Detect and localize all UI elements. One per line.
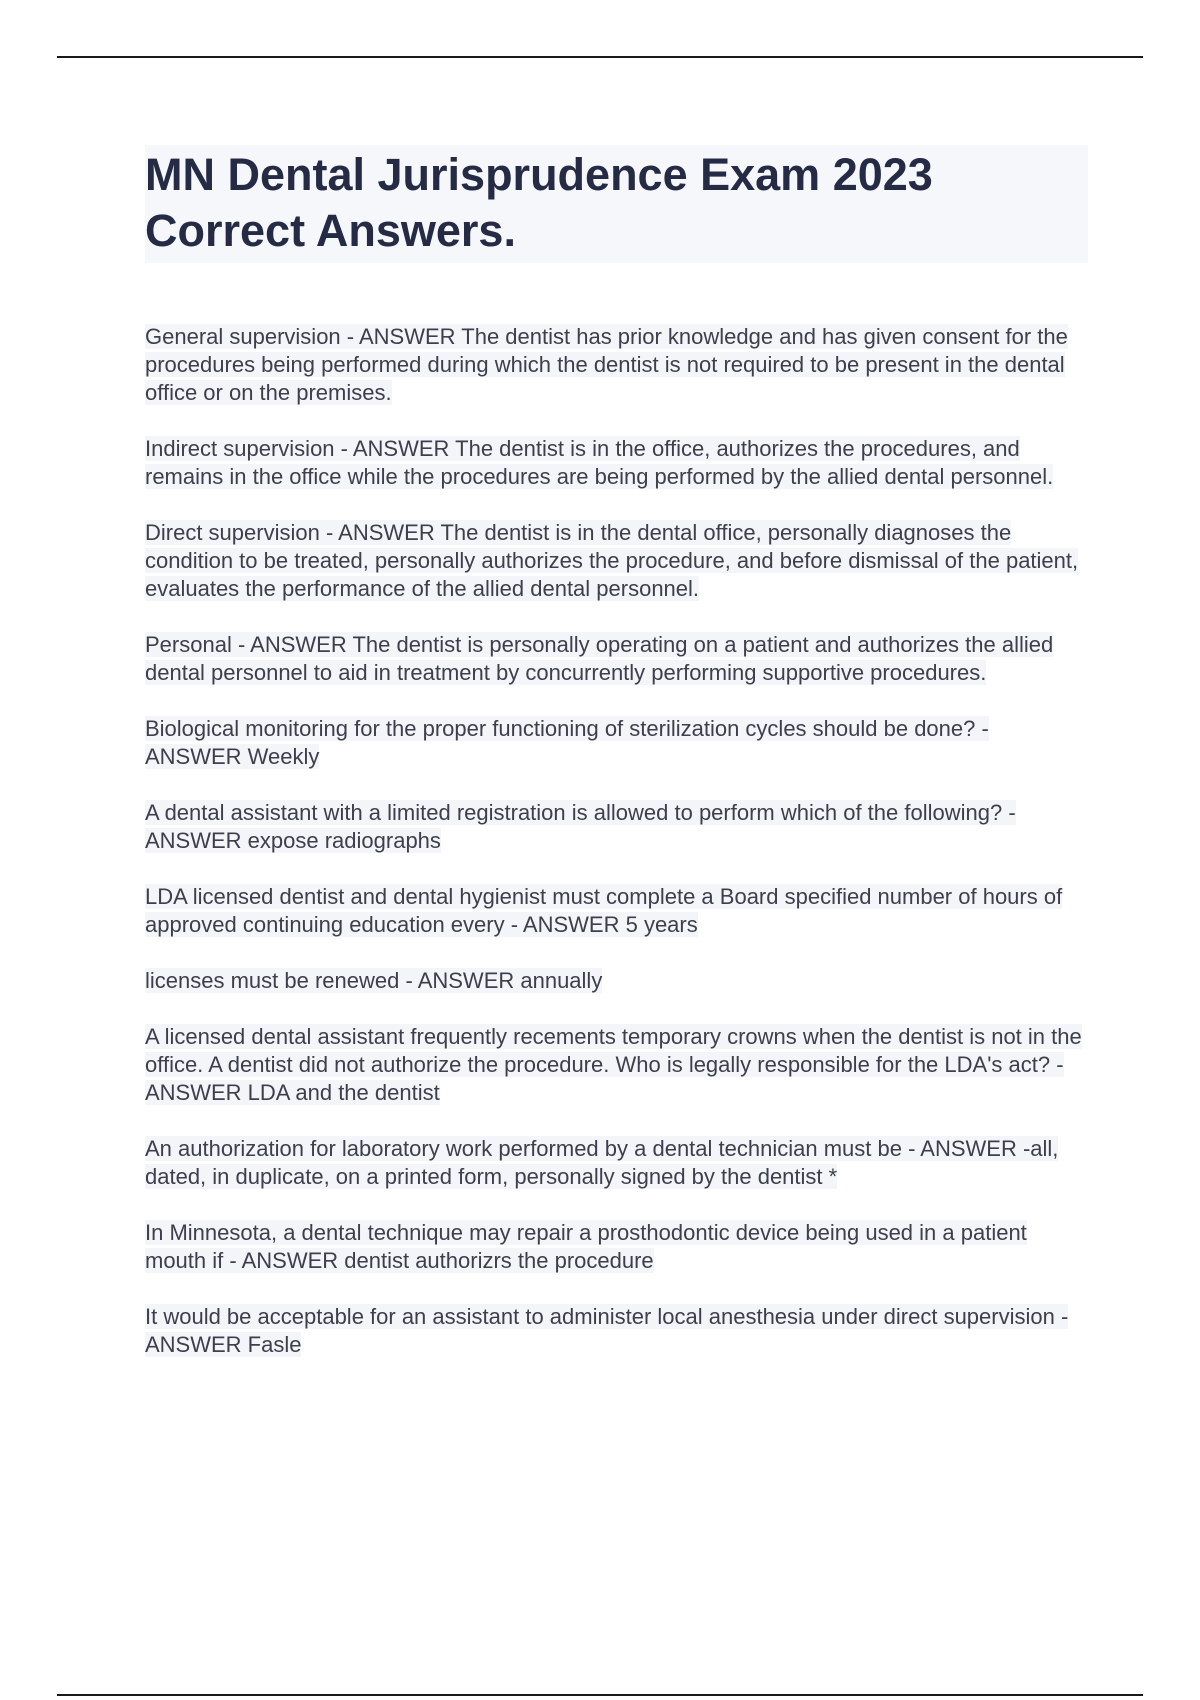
- top-rule: [57, 56, 1143, 58]
- qa-text: General supervision - ANSWER The dentist has prior knowledge and has given consent for the procedures being performed during which the dentist is not required to be present in the dental office or on the premises.: [145, 324, 1068, 405]
- qa-item: [145, 323, 1088, 407]
- qa-text: Personal - ANSWER The dentist is personally operating on a patient and authorizes the allied dental personnel to aid in treatment by concurrently performing supportive procedures.: [145, 632, 1054, 685]
- qa-text: Indirect supervision - ANSWER The dentist is in the office, authorizes the procedures, and remains in the office while the procedures are being performed by the allied dental personnel.: [145, 436, 1054, 489]
- qa-text: LDA licensed dentist and dental hygienist must complete a Board specified number of hours of approved continuing education every - ANSWER 5 years: [145, 884, 1063, 937]
- qa-item: [145, 799, 1088, 855]
- qa-text: A licensed dental assistant frequently recements temporary crowns when the dentist is not in the office. A dentist did not authorize the procedure. Who is legally responsible for the LDA's act? - ANSWER LDA and the dentist: [145, 1024, 1082, 1105]
- qa-text: Biological monitoring for the proper functioning of sterilization cycles should be done? - ANSWER Weekly: [145, 716, 989, 769]
- qa-item: [145, 435, 1088, 491]
- bottom-rule: [57, 1694, 1143, 1696]
- document-body: [145, 145, 1088, 1387]
- qa-item: [145, 1135, 1088, 1191]
- qa-text: It would be acceptable for an assistant to administer local anesthesia under direct supervision - ANSWER Fasle: [145, 1304, 1069, 1357]
- qa-text: In Minnesota, a dental technique may repair a prosthodontic device being used in a patient mouth if - ANSWER dentist authorizrs the procedure: [145, 1220, 1027, 1273]
- qa-item: [145, 1303, 1088, 1359]
- qa-item: [145, 1023, 1088, 1107]
- page-title: MN Dental Jurisprudence Exam 2023 Correct Answers.: [145, 149, 933, 256]
- qa-item: [145, 967, 1088, 995]
- qa-text: Direct supervision - ANSWER The dentist is in the dental office, personally diagnoses the condition to be treated, personally authorizes the procedure, and before dismissal of the patient, evaluates the performance of the allied dental personnel.: [145, 520, 1079, 601]
- qa-text: A dental assistant with a limited registration is allowed to perform which of the following? - ANSWER expose radiographs: [145, 800, 1016, 853]
- qa-list: [145, 323, 1088, 1359]
- qa-text: An authorization for laboratory work performed by a dental technician must be - ANSWER -all, dated, in duplicate, on a printed form, personally signed by the dentist *: [145, 1136, 1059, 1189]
- qa-item: [145, 715, 1088, 771]
- qa-text: licenses must be renewed - ANSWER annually: [145, 968, 603, 993]
- qa-item: [145, 1219, 1088, 1275]
- qa-item: [145, 519, 1088, 603]
- title-block: [145, 145, 1088, 263]
- qa-item: [145, 631, 1088, 687]
- qa-item: [145, 883, 1088, 939]
